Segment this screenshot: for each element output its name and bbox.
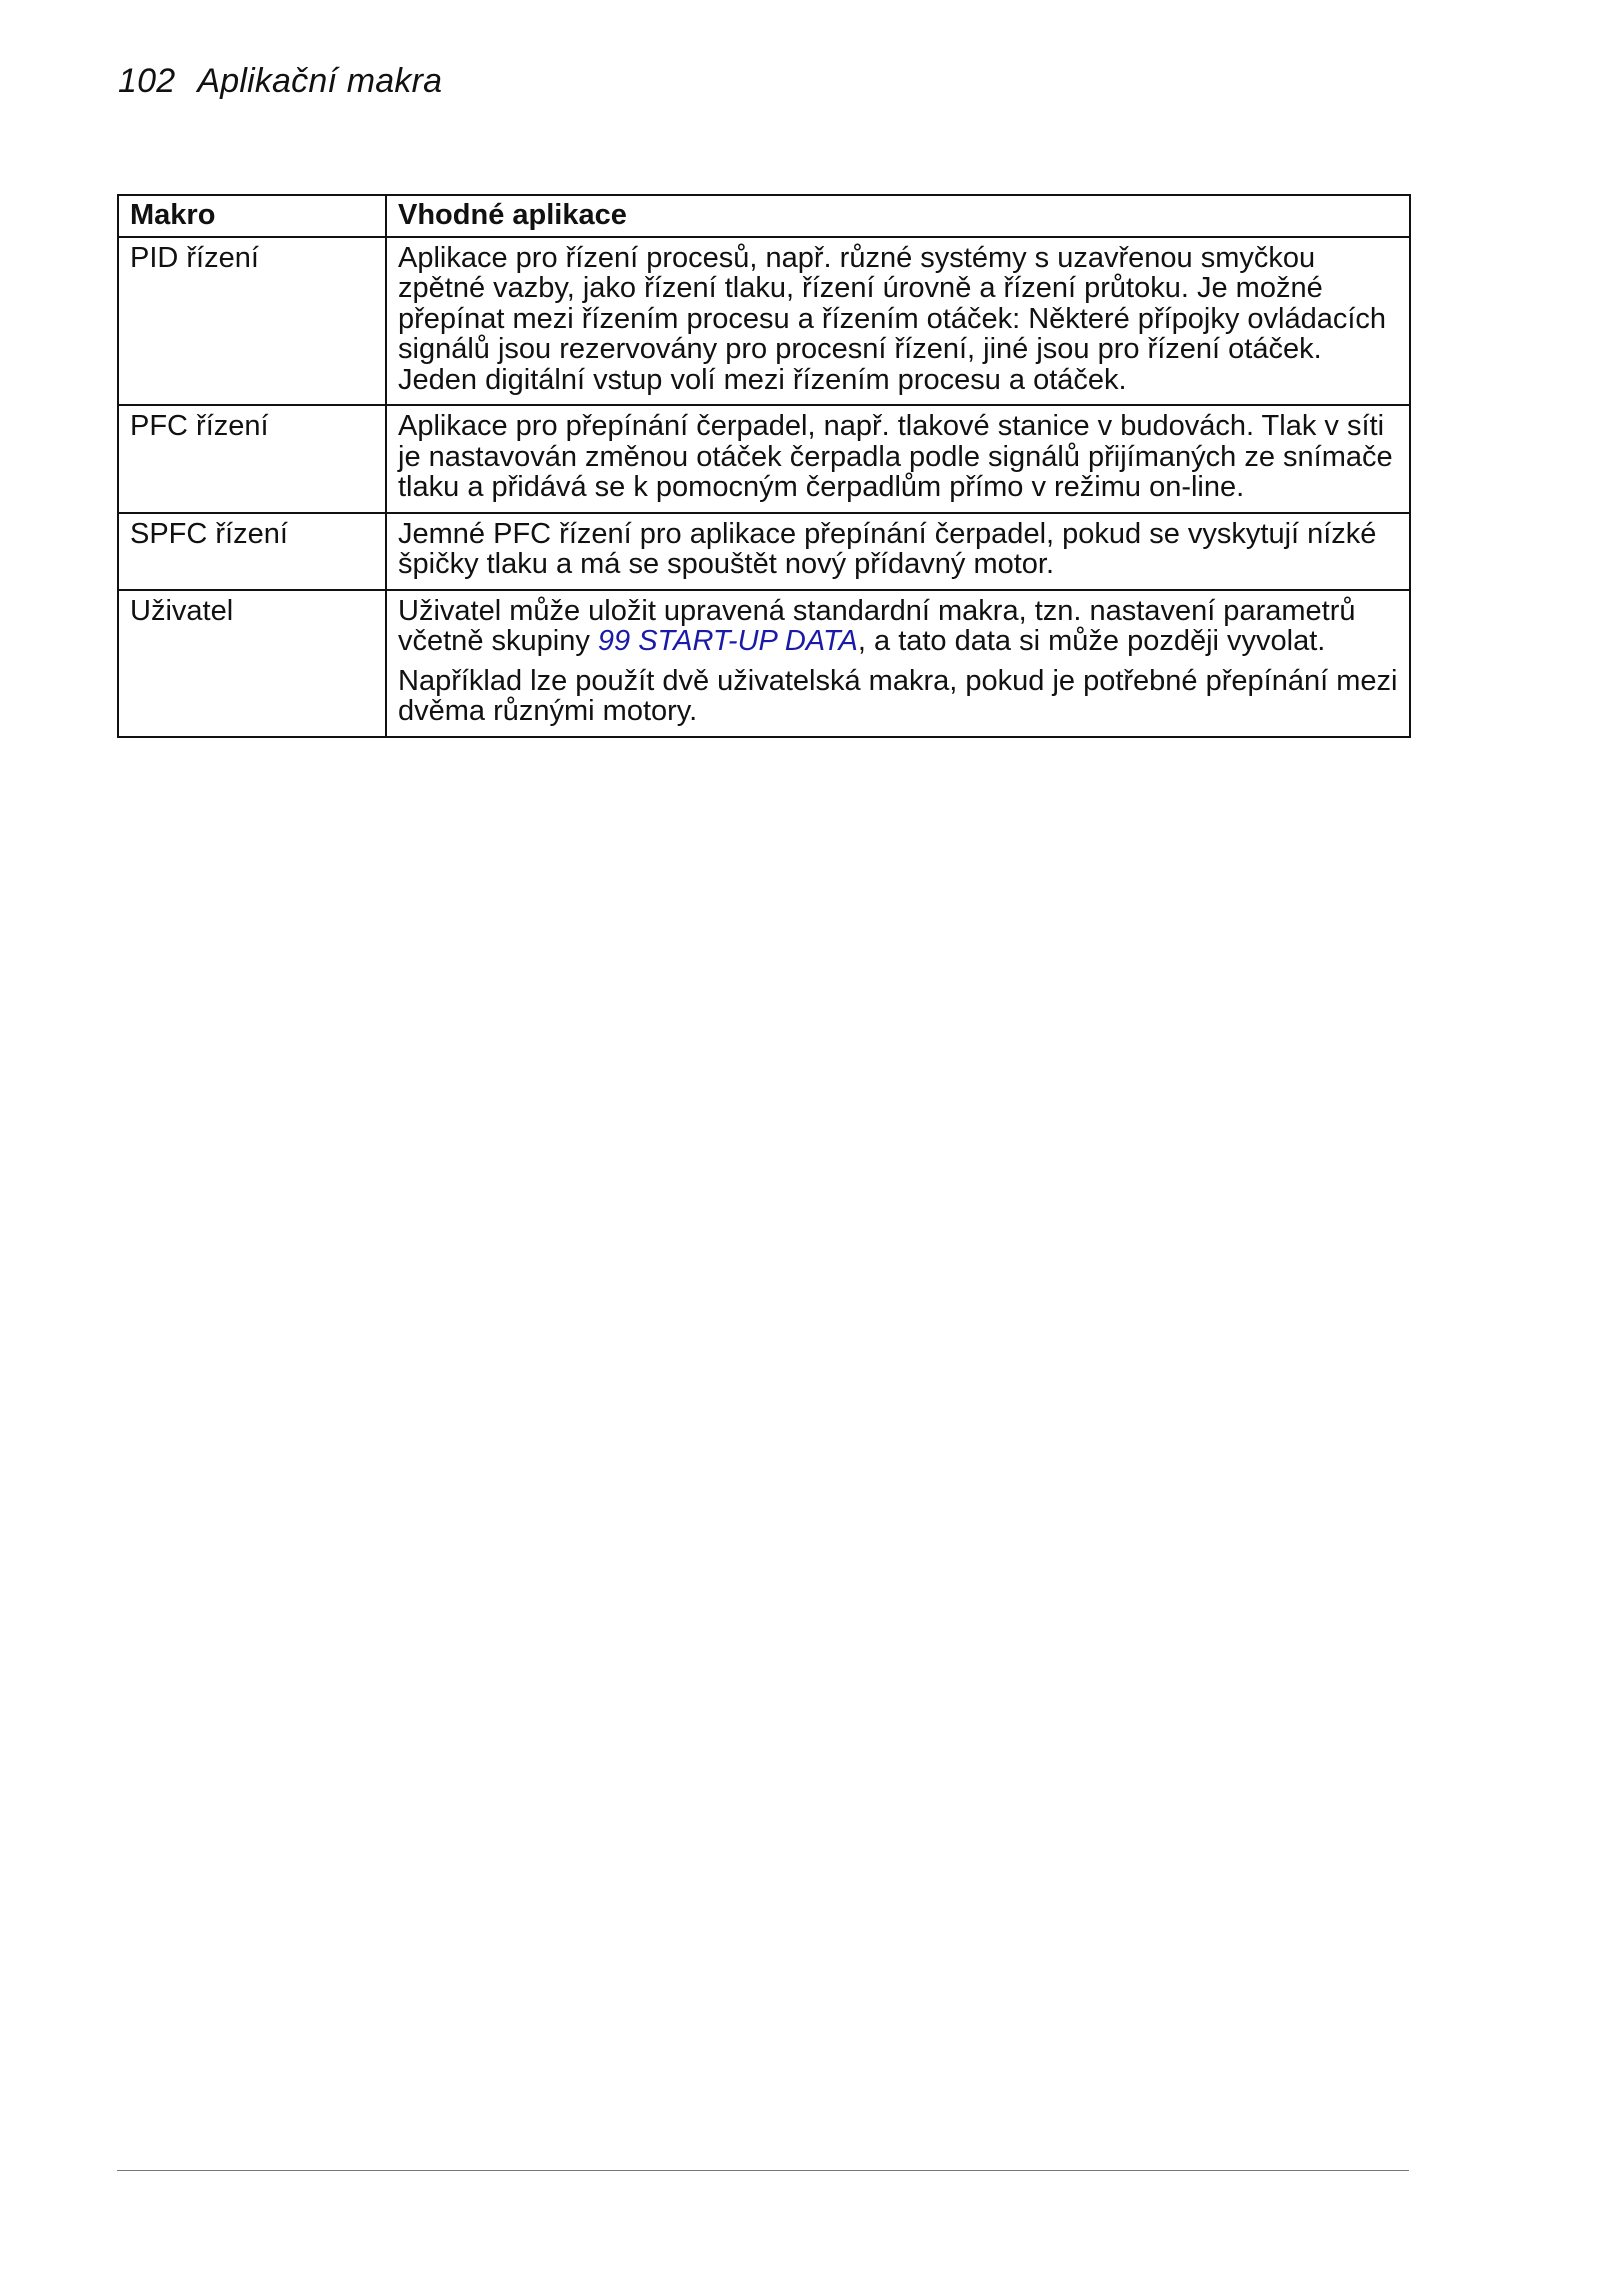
macro-description-cell bbox=[386, 590, 1410, 737]
description-text: , a tato data si může později vyvolat. bbox=[857, 625, 1326, 657]
macro-description: Aplikace pro řízení procesů, např. různé systémy s uzavřenou smyčkou zpětné vazby, jako řízení tlaku, řízení úrovně a řízení průtoku. Je možné přepínat mezi řízením procesu a řízením otáček: Některé přípojky ovládacích signálů jsou rezervovány pro procesní řízení, jiné jsou pro řízení otáček. Jeden digitální vstup volí mezi řízením procesu a otáček. bbox=[398, 241, 1387, 396]
macro-name-cell: SPFC řízení bbox=[118, 513, 386, 590]
macro-name-cell: PFC řízení bbox=[118, 405, 386, 513]
macro-name-cell: Uživatel bbox=[118, 590, 386, 737]
page-number: 102 bbox=[118, 62, 176, 100]
macro-table bbox=[117, 194, 1411, 738]
page-title: Aplikační makra bbox=[197, 62, 443, 100]
macro-description-cell bbox=[386, 237, 1410, 406]
macro-description: Aplikace pro přepínání čerpadel, např. tlakové stanice v budovách. Tlak v síti je nastavován změnou otáček čerpadla podle signálů přijímaných ze snímače tlaku a přidává se k pomocným čerpadlům přímo v režimu on-line. bbox=[398, 410, 1393, 503]
macro-name-cell: PID řízení bbox=[118, 237, 386, 406]
description-text: Uživatel může uložit upravená standardní makra, tzn. nastavení parametrů včetně skupiny bbox=[398, 594, 1356, 657]
table-row bbox=[118, 590, 1410, 737]
page-header bbox=[118, 62, 442, 101]
macro-description bbox=[398, 596, 1399, 657]
table-row bbox=[118, 405, 1410, 513]
table-row bbox=[118, 513, 1410, 590]
macro-description-cell bbox=[386, 513, 1410, 590]
footer-divider bbox=[117, 2170, 1409, 2171]
macro-description-note: Například lze použít dvě uživatelská makra, pokud je potřebné přepínání mezi dvěma různými motory. bbox=[398, 664, 1398, 727]
column-header-applications: Vhodné aplikace bbox=[386, 195, 1410, 237]
table-row bbox=[118, 237, 1410, 406]
parameter-group-link[interactable]: 99 START-UP DATA bbox=[597, 625, 858, 657]
table-header-row bbox=[118, 195, 1410, 237]
macro-description: Jemné PFC řízení pro aplikace přepínání čerpadel, pokud se vyskytují nízké špičky tlaku a má se spouštět nový přídavný motor. bbox=[398, 517, 1377, 580]
column-header-macro: Makro bbox=[118, 195, 386, 237]
macro-description-cell bbox=[386, 405, 1410, 513]
